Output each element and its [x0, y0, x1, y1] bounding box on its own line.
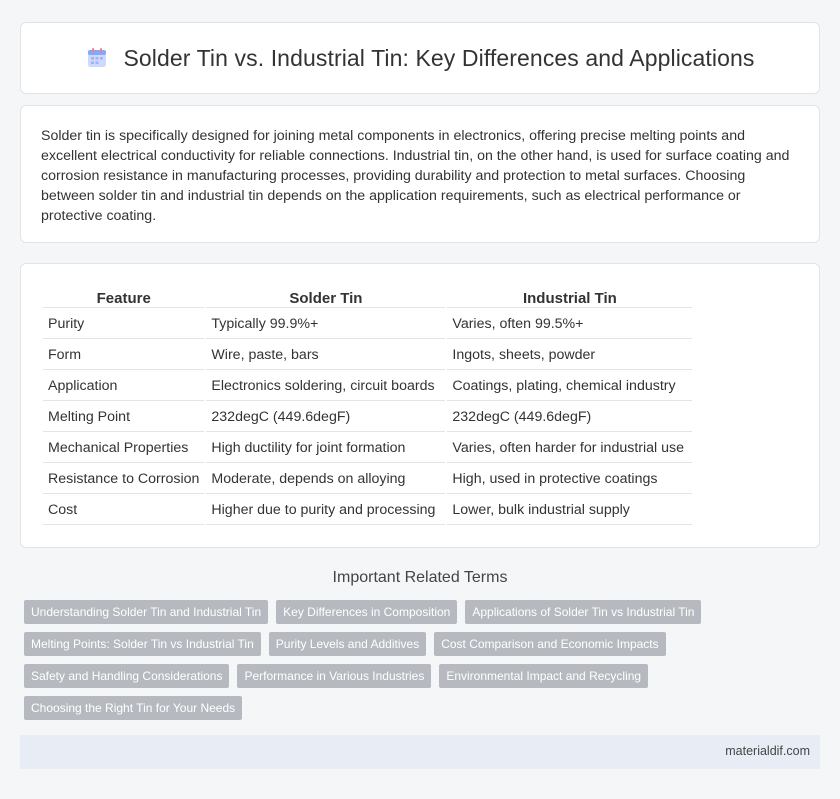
feature-cell: Form: [43, 341, 204, 370]
header-feature: Feature: [43, 286, 204, 308]
industrial-tin-cell: Ingots, sheets, powder: [447, 341, 692, 370]
feature-cell: Cost: [43, 496, 204, 525]
table-row: [43, 372, 692, 401]
header-card: [20, 22, 820, 94]
title-wrap: [85, 45, 754, 72]
solder-tin-cell: 232degC (449.6degF): [206, 403, 445, 432]
comparison-table: [41, 284, 694, 527]
industrial-tin-cell: 232degC (449.6degF): [447, 403, 692, 432]
industrial-tin-cell: Varies, often 99.5%+: [447, 310, 692, 339]
table-row: [43, 341, 692, 370]
solder-tin-cell: Typically 99.9%+: [206, 310, 445, 339]
related-term-tag[interactable]: Choosing the Right Tin for Your Needs: [24, 696, 242, 720]
footer-site-name[interactable]: materialdif.com: [725, 744, 810, 758]
solder-tin-cell: Moderate, depends on alloying: [206, 465, 445, 494]
industrial-tin-cell: Coatings, plating, chemical industry: [447, 372, 692, 401]
solder-tin-cell: High ductility for joint formation: [206, 434, 445, 463]
page-title: Solder Tin vs. Industrial Tin: Key Differences and Applications: [123, 44, 755, 71]
intro-paragraph: Solder tin is specifically designed for joining metal components in electronics, offering precise melting points and excellent electrical conductivity for reliable connections. Industrial tin, on the other hand, is used for surface coating and corrosion resistance in manufacturing processes, providing durability and protection to metal surfaces. Choosing between solder tin and industrial tin depends on the application requirements, such as electrical performance or protective coating.: [41, 128, 790, 224]
related-terms-heading: Important Related Terms: [332, 569, 508, 586]
related-term-tag[interactable]: Environmental Impact and Recycling: [439, 664, 648, 688]
table-row: [43, 496, 692, 525]
table-row: [43, 465, 692, 494]
related-term-tag[interactable]: Applications of Solder Tin vs Industrial Tin: [465, 600, 701, 624]
related-term-tag[interactable]: Melting Points: Solder Tin vs Industrial Tin: [24, 632, 261, 656]
solder-tin-cell: Electronics soldering, circuit boards: [206, 372, 445, 401]
feature-cell: Resistance to Corrosion: [43, 465, 204, 494]
table-row: [43, 403, 692, 432]
related-term-tag[interactable]: Safety and Handling Considerations: [24, 664, 229, 688]
header-solder-tin: Solder Tin: [206, 286, 445, 308]
feature-cell: Melting Point: [43, 403, 204, 432]
feature-cell: Application: [43, 372, 204, 401]
footer-bar: [20, 735, 820, 769]
solder-tin-cell: Higher due to purity and processing: [206, 496, 445, 525]
industrial-tin-cell: Lower, bulk industrial supply: [447, 496, 692, 525]
industrial-tin-cell: Varies, often harder for industrial use: [447, 434, 692, 463]
related-term-tag[interactable]: Purity Levels and Additives: [269, 632, 426, 656]
table-row: [43, 310, 692, 339]
related-term-tag[interactable]: Understanding Solder Tin and Industrial Tin: [24, 600, 268, 624]
table-row: [43, 434, 692, 463]
feature-cell: Mechanical Properties: [43, 434, 204, 463]
related-term-tag[interactable]: Performance in Various Industries: [237, 664, 431, 688]
feature-cell: Purity: [43, 310, 204, 339]
calendar-icon: [85, 46, 109, 70]
header-industrial-tin: Industrial Tin: [447, 286, 692, 308]
intro-card: [20, 105, 820, 243]
comparison-table-card: [20, 263, 820, 548]
related-term-tag[interactable]: Cost Comparison and Economic Impacts: [434, 632, 665, 656]
related-terms-tags: [24, 600, 724, 720]
table-header-row: [43, 286, 692, 308]
related-term-tag[interactable]: Key Differences in Composition: [276, 600, 457, 624]
industrial-tin-cell: High, used in protective coatings: [447, 465, 692, 494]
solder-tin-cell: Wire, paste, bars: [206, 341, 445, 370]
